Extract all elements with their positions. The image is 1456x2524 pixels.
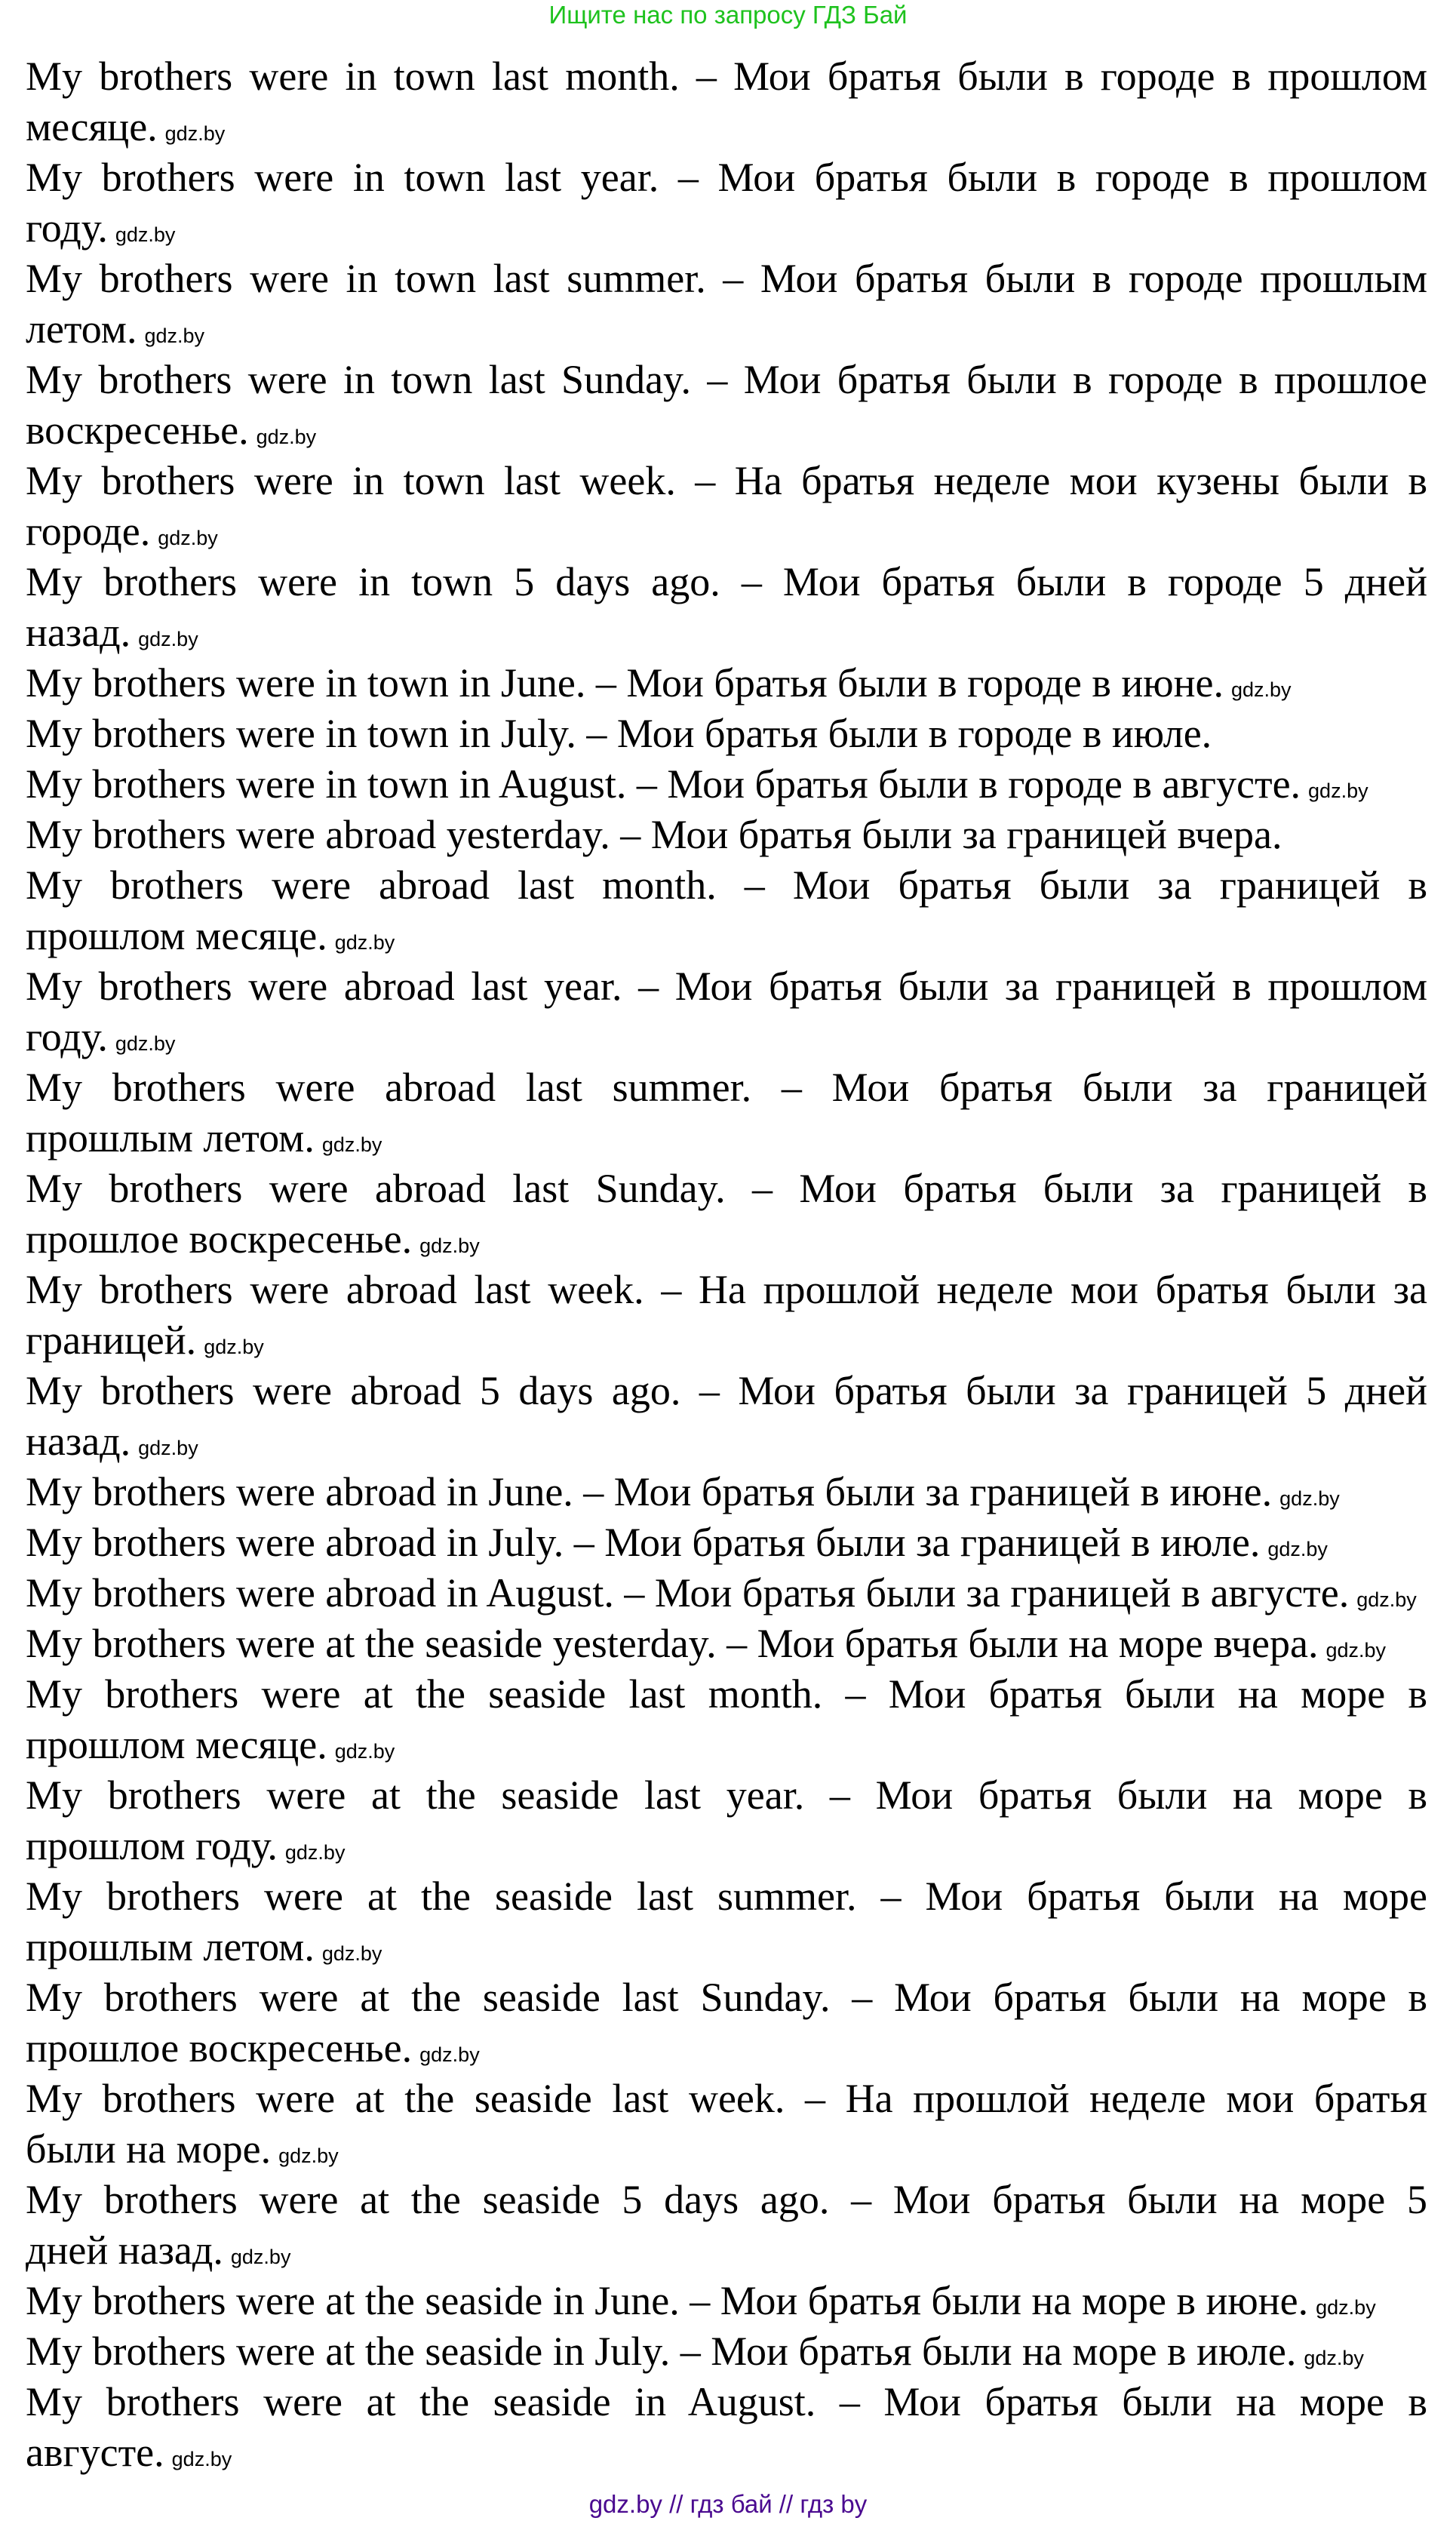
sentence-entry: [26, 1770, 1427, 1871]
watermark-text: gdz.by: [115, 223, 176, 246]
watermark-text: gdz.by: [278, 2144, 339, 2167]
sentence-line: [26, 355, 1427, 405]
sentence-text: My brothers were abroad last summer. – Мои братья были за границей: [26, 1065, 1427, 1110]
sentence-text: My brothers were abroad last week. – На прошлой неделе мои братья были за: [26, 1267, 1427, 1312]
sentence-text: городе.: [26, 509, 151, 554]
sentence-text: прошлом году.: [26, 1823, 278, 1868]
watermark-text: gdz.by: [334, 1740, 395, 1763]
sentence-text: My brothers were in town 5 days ago. – Мои братья были в городе 5 дней: [26, 559, 1427, 604]
watermark-text: gdz.by: [1316, 2296, 1376, 2319]
search-hint-banner: Ищите нас по запросу ГДЗ Бай: [548, 1, 908, 29]
sentence-line: [26, 1265, 1427, 1315]
sentence-line: [26, 709, 1427, 759]
sentence-text: прошлом месяце.: [26, 1722, 327, 1767]
sentence-entry: [26, 860, 1427, 961]
sentence-text: My brothers were at the seaside 5 days ago. – Мои братья были на море 5: [26, 2177, 1427, 2222]
sentence-text: My brothers were in town last summer. – Мои братья были в городе прошлым: [26, 256, 1427, 301]
sentence-text: My brothers were in town in June. – Мои братья были в городе в июне.: [26, 660, 1224, 706]
sentence-text: границей.: [26, 1317, 197, 1363]
watermark-text: gdz.by: [419, 2043, 480, 2066]
sentence-text: My brothers were in town last year. – Мои братья были в городе в прошлом: [26, 155, 1427, 200]
sentence-line: [26, 1619, 1427, 1669]
sentence-line: [26, 304, 1427, 355]
sentence-text: прошлое воскресенье.: [26, 2025, 413, 2071]
sentence-line: [26, 254, 1427, 304]
watermark-text: gdz.by: [138, 628, 198, 650]
sentence-text: My brothers were in town last month. – Мои братья были в городе в прошлом: [26, 54, 1427, 99]
sentence-text: My brothers were at the seaside in August. – Мои братья были на море в: [26, 2379, 1427, 2424]
sentence-text: My brothers were abroad last Sunday. – Мои братья были за границей в: [26, 1166, 1427, 1211]
sentence-text: My brothers were at the seaside yesterday. – Мои братья были на море вчера.: [26, 1621, 1319, 1666]
sentence-line: [26, 1164, 1427, 1214]
watermark-text: gdz.by: [1308, 779, 1368, 802]
sentence-text: августе.: [26, 2430, 164, 2475]
sentence-line: [26, 1416, 1427, 1467]
sentence-text: My brothers were in town in July. – Мои братья были в городе в июле.: [26, 711, 1212, 756]
watermark-text: gdz.by: [158, 527, 218, 549]
sentence-line: [26, 860, 1427, 911]
sentence-entry: [26, 1972, 1427, 2074]
sentence-text: My brothers were abroad in June. – Мои братья были за границей в июне.: [26, 1469, 1273, 1514]
sentence-text: My brothers were abroad yesterday. – Мои братья были за границей вчера.: [26, 812, 1282, 857]
sentence-text: месяце.: [26, 104, 158, 149]
sentence-text: году.: [26, 205, 108, 251]
watermark-text: gdz.by: [171, 2448, 232, 2470]
sentence-entry: [26, 1517, 1427, 1568]
watermark-text: gdz.by: [321, 1133, 382, 1156]
sentence-line: [26, 1669, 1427, 1720]
sentence-entry: [26, 254, 1427, 355]
watermark-text: gdz.by: [1267, 1538, 1328, 1560]
sentence-line: [26, 1315, 1427, 1366]
sentence-text: My brothers were in town last Sunday. – Мои братья были в городе в прошлое: [26, 357, 1427, 402]
sentence-line: [26, 1972, 1427, 2023]
sentence-line: [26, 2427, 1427, 2478]
sentence-line: [26, 405, 1427, 456]
sentence-entry: [26, 1164, 1427, 1265]
sentence-text: My brothers were at the seaside last week. – На прошлой неделе мои братья: [26, 2076, 1427, 2121]
watermark-text: gdz.by: [115, 1032, 176, 1055]
sentence-line: [26, 1720, 1427, 1770]
sentence-entry: [26, 1467, 1427, 1517]
sentence-line: [26, 1871, 1427, 1922]
sentence-line: [26, 2326, 1427, 2377]
sentence-text: воскресенье.: [26, 407, 249, 453]
sentence-text: My brothers were abroad last month. – Мои братья были за границей в: [26, 862, 1427, 908]
watermark-text: gdz.by: [1279, 1487, 1340, 1510]
sentence-text: My brothers were at the seaside last Sunday. – Мои братья были на море в: [26, 1975, 1427, 2020]
sentence-entry: [26, 2074, 1427, 2175]
sentence-text: прошлым летом.: [26, 1924, 315, 1969]
sentence-text: My brothers were at the seaside last month. – Мои братья были на море в: [26, 1671, 1427, 1717]
watermark-text: gdz.by: [1230, 678, 1292, 701]
watermark-text: gdz.by: [204, 1336, 264, 1358]
sentence-line: [26, 1467, 1427, 1517]
sentence-entry: [26, 557, 1427, 658]
sentence-line: [26, 203, 1427, 254]
sentence-line: [26, 506, 1427, 557]
sentence-line: [26, 2377, 1427, 2427]
sentence-entry: [26, 961, 1427, 1062]
sentence-entry: [26, 2326, 1427, 2377]
sentence-line: [26, 1568, 1427, 1619]
sentence-text: My brothers were abroad in August. – Мои братья были за границей в августе.: [26, 1570, 1350, 1616]
sentence-line: [26, 1214, 1427, 1265]
watermark-text: gdz.by: [1325, 1639, 1387, 1662]
sentence-line: [26, 1517, 1427, 1568]
sentence-text: My brothers were in town in August. – Мои братья были в городе в августе.: [26, 761, 1301, 807]
sentence-line: [26, 102, 1427, 152]
sentence-text: прошлое воскресенье.: [26, 1216, 413, 1262]
sentence-entry: [26, 355, 1427, 456]
watermark-text: gdz.by: [138, 1437, 198, 1459]
sentence-text: прошлым летом.: [26, 1115, 315, 1161]
sentence-line: [26, 152, 1427, 203]
sentence-entry: [26, 1062, 1427, 1164]
watermark-text: gdz.by: [321, 1942, 382, 1965]
sentence-text: дней назад.: [26, 2227, 223, 2273]
sentence-entry: [26, 1871, 1427, 1972]
sentence-text: My brothers were at the seaside in June. – Мои братья были на море в июне.: [26, 2278, 1309, 2323]
sentence-entry: [26, 1568, 1427, 1619]
sentence-entry: [26, 2276, 1427, 2326]
sentence-text: прошлом месяце.: [26, 913, 327, 958]
sentence-line: [26, 456, 1427, 506]
watermark-text: gdz.by: [334, 931, 395, 954]
sentence-entry: [26, 2175, 1427, 2276]
sentence-entry: [26, 1619, 1427, 1669]
sentence-line: [26, 2023, 1427, 2074]
sentence-line: [26, 2225, 1427, 2276]
sentence-line: [26, 1821, 1427, 1871]
watermark-text: gdz.by: [230, 2246, 291, 2268]
sentence-text: назад.: [26, 1419, 131, 1464]
sentence-entry: [26, 152, 1427, 254]
sentence-entry: [26, 709, 1427, 759]
sentence-line: [26, 557, 1427, 607]
sentence-text: My brothers were at the seaside last summer. – Мои братья были на море: [26, 1874, 1427, 1919]
watermark-text: gdz.by: [164, 122, 226, 145]
sentence-line: [26, 1012, 1427, 1062]
sentence-text: My brothers were at the seaside last year. – Мои братья были на море в: [26, 1772, 1427, 1818]
sentence-line: [26, 961, 1427, 1012]
sentence-entry: [26, 456, 1427, 557]
sentence-line: [26, 911, 1427, 961]
sentence-line: [26, 2175, 1427, 2225]
sentence-text: летом.: [26, 306, 137, 352]
sentence-entry: [26, 1669, 1427, 1770]
sentence-line: [26, 1062, 1427, 1113]
sentence-text: были на море.: [26, 2126, 272, 2172]
sentence-text: назад.: [26, 610, 131, 655]
sentence-line: [26, 810, 1427, 860]
sentence-text: My brothers were at the seaside in July. – Мои братья были на море в июле.: [26, 2329, 1297, 2374]
sentence-text: My brothers were in town last week. – На братья неделе мои кузены были в: [26, 458, 1427, 503]
sentence-line: [26, 607, 1427, 658]
watermark-text: gdz.by: [284, 1841, 346, 1864]
exercise-answers: [26, 51, 1427, 2478]
sentence-text: My brothers were abroad last year. – Мои братья были за границей в прошлом: [26, 964, 1427, 1009]
sentence-entry: [26, 1366, 1427, 1467]
sentence-line: [26, 1366, 1427, 1416]
sentence-entry: [26, 810, 1427, 860]
sentence-text: My brothers were abroad 5 days ago. – Мои братья были за границей 5 дней: [26, 1368, 1427, 1413]
sentence-line: [26, 1770, 1427, 1821]
watermark-text: gdz.by: [1356, 1588, 1417, 1611]
sentence-text: году.: [26, 1014, 108, 1059]
watermark-text: gdz.by: [1304, 2347, 1364, 2369]
sentence-line: [26, 658, 1427, 709]
sentence-entry: [26, 759, 1427, 810]
sentence-line: [26, 759, 1427, 810]
sentence-line: [26, 2276, 1427, 2326]
sentence-entry: [26, 2377, 1427, 2478]
watermark-text: gdz.by: [419, 1234, 480, 1257]
sentence-entry: [26, 658, 1427, 709]
watermark-text: gdz.by: [256, 426, 317, 448]
sentence-line: [26, 2124, 1427, 2175]
sentence-line: [26, 2074, 1427, 2124]
watermark-text: gdz.by: [144, 324, 205, 347]
sentence-line: [26, 1113, 1427, 1164]
sentence-line: [26, 51, 1427, 102]
sentence-entry: [26, 1265, 1427, 1366]
footer-watermark: gdz.by // гдз бай // гдз by: [588, 2490, 868, 2518]
sentence-text: My brothers were abroad in July. – Мои братья были за границей в июле.: [26, 1520, 1261, 1565]
sentence-entry: [26, 51, 1427, 152]
sentence-line: [26, 1922, 1427, 1972]
